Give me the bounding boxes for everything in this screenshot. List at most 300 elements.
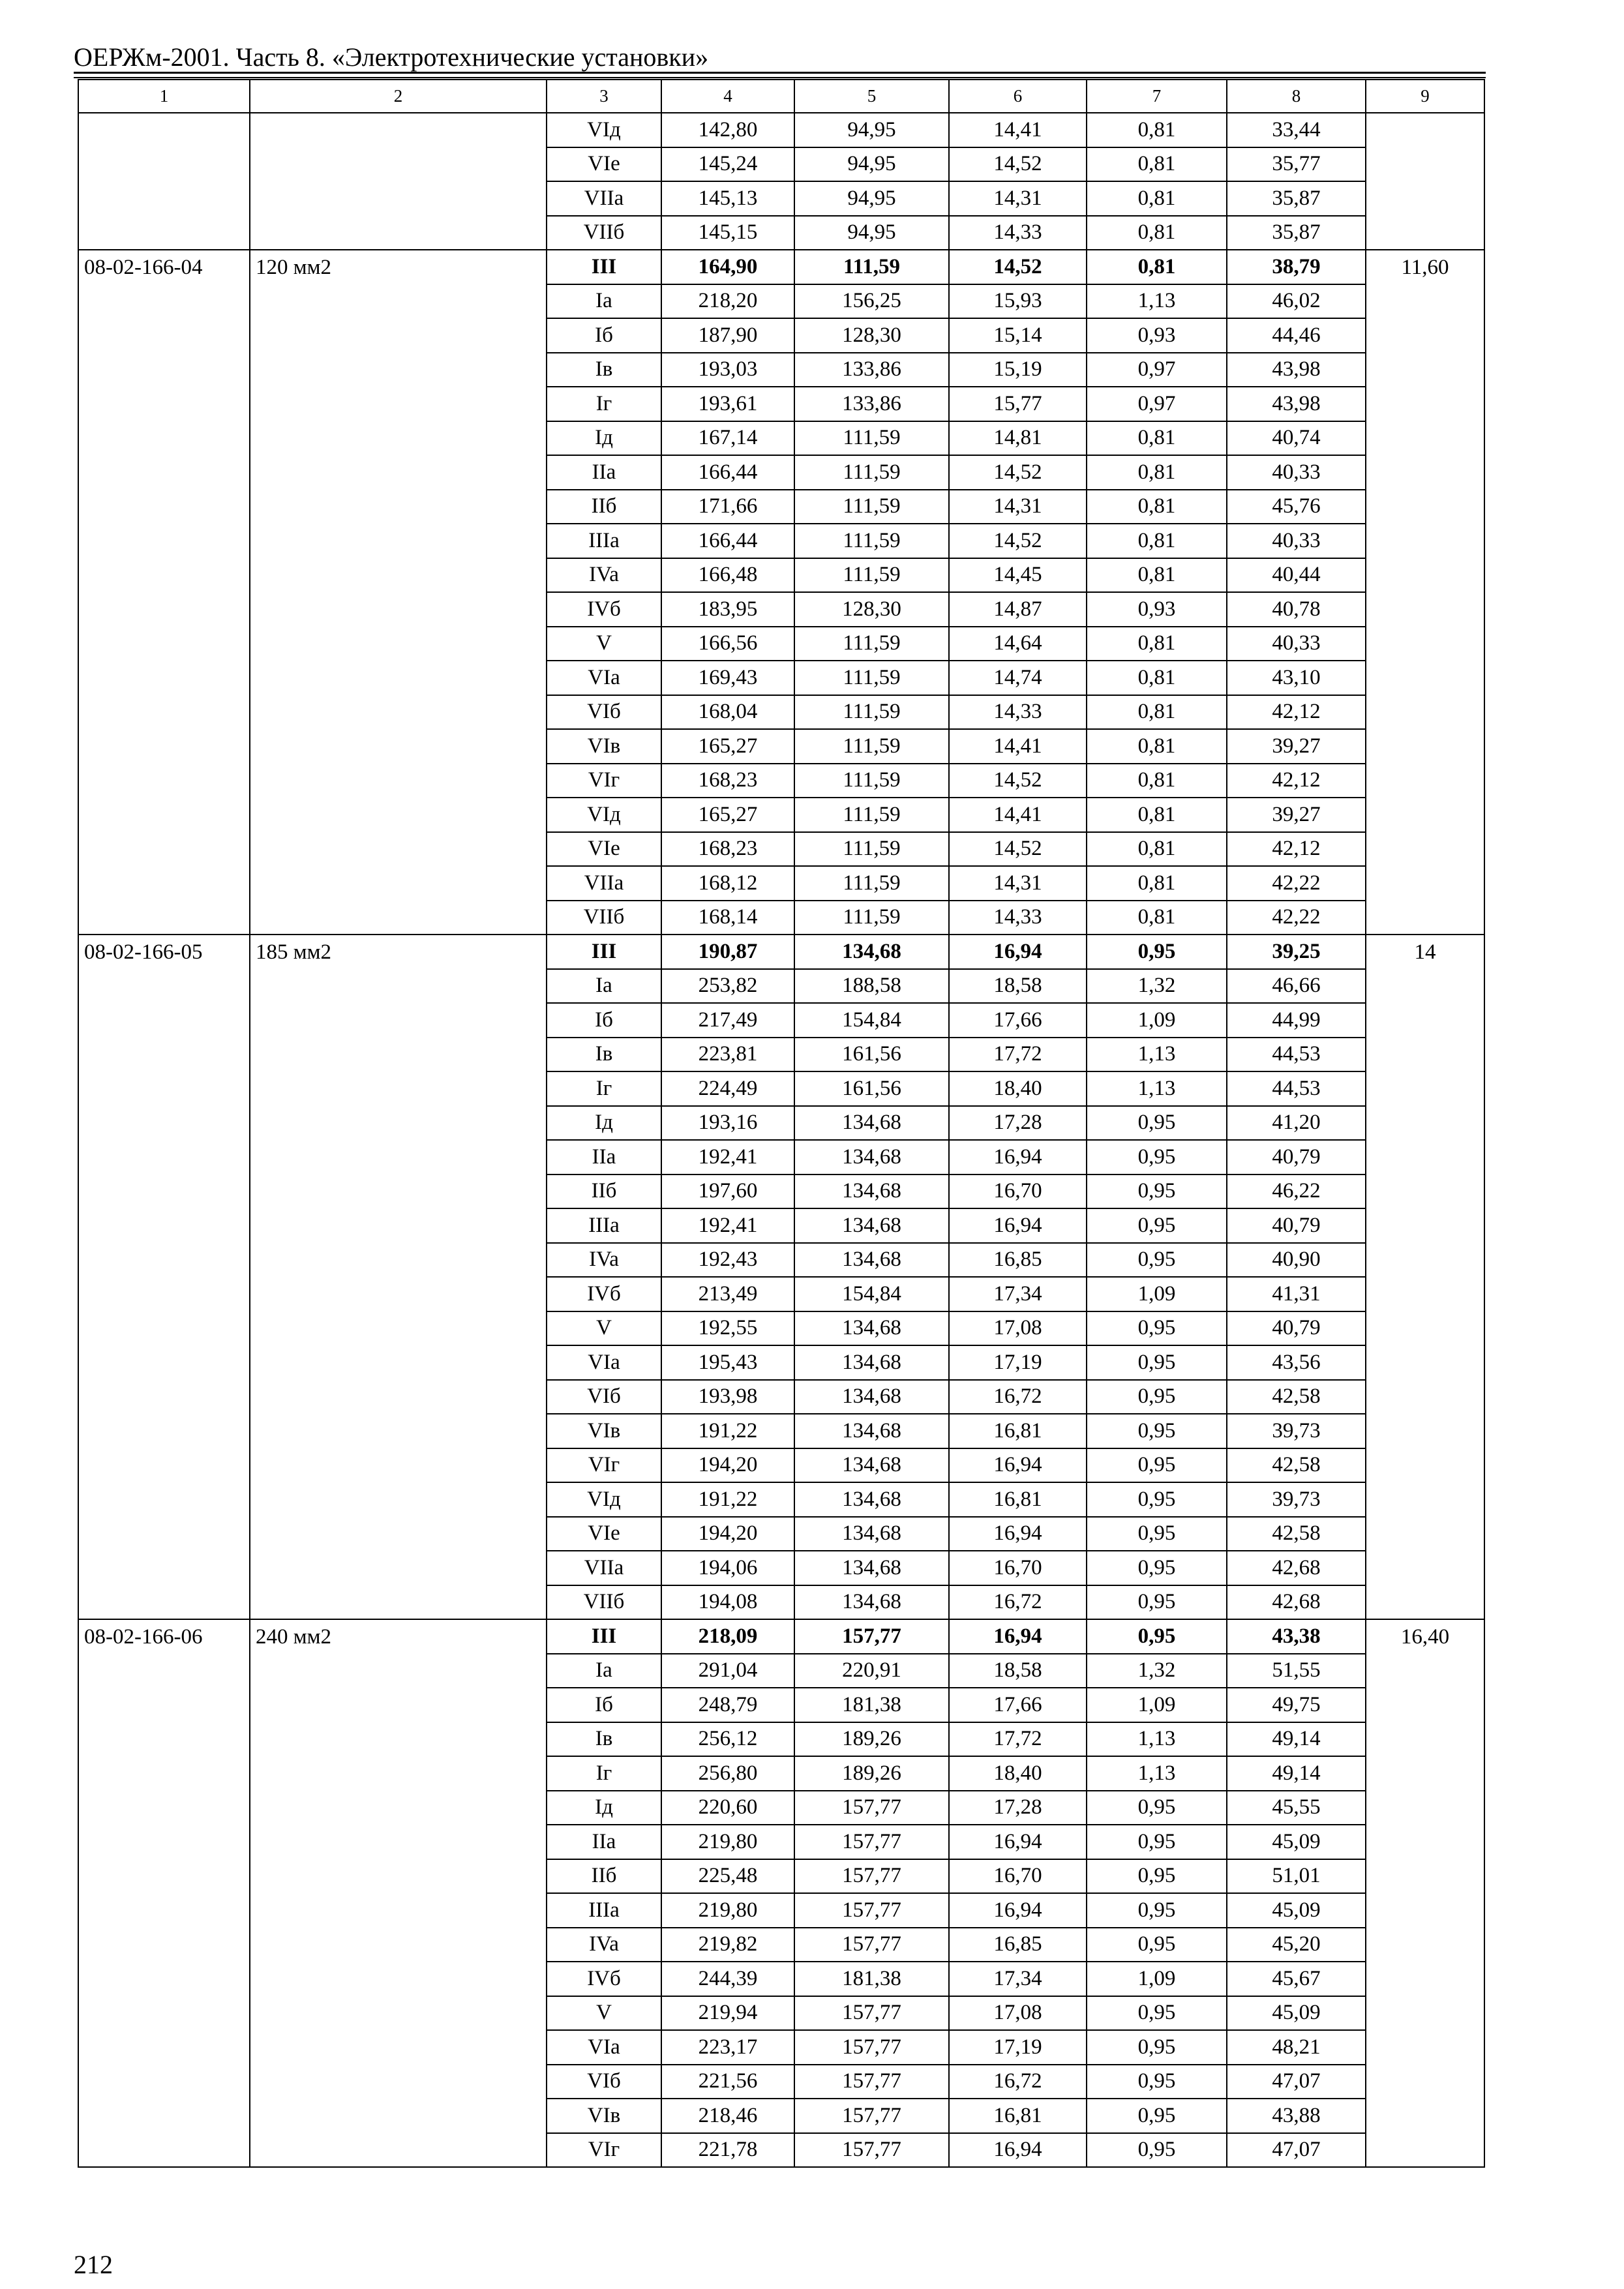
materials-cell: 44,46 <box>1227 318 1366 353</box>
index-cell: VIб <box>547 695 661 730</box>
materials-cell: 40,44 <box>1227 558 1366 593</box>
materials-cell: 39,25 <box>1227 935 1366 969</box>
machine-cost-cell: 17,66 <box>949 1688 1087 1722</box>
materials-cell: 40,33 <box>1227 627 1366 661</box>
materials-cell: 40,79 <box>1227 1311 1366 1346</box>
wages-cell: 111,59 <box>794 832 949 867</box>
driver-wages-cell: 0,95 <box>1087 1517 1227 1551</box>
index-cell: VIIб <box>547 901 661 935</box>
index-cell: VIe <box>547 1517 661 1551</box>
wages-cell: 220,91 <box>794 1654 949 1688</box>
materials-cell: 45,09 <box>1227 1996 1366 2031</box>
machine-cost-cell: 17,34 <box>949 1962 1087 1996</box>
materials-cell: 40,79 <box>1227 1140 1366 1174</box>
materials-cell: 46,66 <box>1227 969 1366 1004</box>
wages-cell: 181,38 <box>794 1688 949 1722</box>
total-cost-cell: 168,23 <box>661 832 794 867</box>
index-cell: VIIб <box>547 1585 661 1620</box>
materials-cell: 35,87 <box>1227 216 1366 250</box>
index-cell: Iг <box>547 1071 661 1106</box>
total-cost-cell: 223,17 <box>661 2030 794 2065</box>
machine-cost-cell: 17,08 <box>949 1996 1087 2031</box>
total-cost-cell: 145,24 <box>661 147 794 182</box>
wages-cell: 134,68 <box>794 1106 949 1141</box>
materials-cell: 45,09 <box>1227 1825 1366 1859</box>
driver-wages-cell: 0,95 <box>1087 1928 1227 1962</box>
wages-cell: 111,59 <box>794 558 949 593</box>
wages-cell: 134,68 <box>794 1585 949 1620</box>
total-cost-cell: 195,43 <box>661 1345 794 1380</box>
index-cell: VIв <box>547 729 661 764</box>
index-cell: IIa <box>547 1140 661 1174</box>
wages-cell: 134,68 <box>794 1448 949 1483</box>
machine-cost-cell: 15,19 <box>949 353 1087 387</box>
total-cost-cell: 193,98 <box>661 1380 794 1414</box>
materials-cell: 42,12 <box>1227 832 1366 867</box>
materials-cell: 45,67 <box>1227 1962 1366 1996</box>
materials-cell: 45,09 <box>1227 1893 1366 1928</box>
wages-cell: 157,77 <box>794 2099 949 2133</box>
rate-code-cell: 08-02-166-05 <box>78 935 250 1619</box>
index-cell: V <box>547 627 661 661</box>
materials-cell: 39,27 <box>1227 798 1366 832</box>
materials-cell: 45,76 <box>1227 490 1366 524</box>
total-cost-cell: 219,82 <box>661 1928 794 1962</box>
wages-cell: 157,77 <box>794 1825 949 1859</box>
materials-cell: 40,78 <box>1227 592 1366 627</box>
driver-wages-cell: 0,97 <box>1087 353 1227 387</box>
rate-code-cell: 08-02-166-04 <box>78 250 250 935</box>
wages-cell: 111,59 <box>794 627 949 661</box>
table-body <box>78 80 1484 2167</box>
total-cost-cell: 217,49 <box>661 1003 794 1038</box>
index-cell: VIIб <box>547 216 661 250</box>
machine-cost-cell: 18,40 <box>949 1071 1087 1106</box>
wages-cell: 134,68 <box>794 1345 949 1380</box>
machine-cost-cell: 17,28 <box>949 1791 1087 1825</box>
wages-cell: 94,95 <box>794 113 949 147</box>
index-cell: III <box>547 250 661 284</box>
total-cost-cell: 166,56 <box>661 627 794 661</box>
machine-cost-cell: 16,81 <box>949 2099 1087 2133</box>
total-cost-cell: 248,79 <box>661 1688 794 1722</box>
total-cost-cell: 213,49 <box>661 1277 794 1311</box>
materials-cell: 47,07 <box>1227 2065 1366 2099</box>
machine-cost-cell: 14,52 <box>949 455 1087 490</box>
wages-cell: 157,77 <box>794 2065 949 2099</box>
wages-cell: 111,59 <box>794 901 949 935</box>
materials-cell: 46,22 <box>1227 1174 1366 1209</box>
index-cell: IVa <box>547 1928 661 1962</box>
machine-cost-cell: 14,87 <box>949 592 1087 627</box>
index-cell: III <box>547 1619 661 1654</box>
driver-wages-cell: 0,95 <box>1087 1208 1227 1243</box>
materials-cell: 51,01 <box>1227 1859 1366 1894</box>
wages-cell: 134,68 <box>794 1482 949 1517</box>
machine-cost-cell: 16,94 <box>949 1140 1087 1174</box>
machine-cost-cell: 18,58 <box>949 969 1087 1004</box>
wages-cell: 111,59 <box>794 764 949 798</box>
materials-cell: 40,33 <box>1227 524 1366 558</box>
driver-wages-cell: 0,81 <box>1087 729 1227 764</box>
total-cost-cell: 168,04 <box>661 695 794 730</box>
machine-cost-cell: 14,33 <box>949 216 1087 250</box>
machine-cost-cell: 17,72 <box>949 1722 1087 1757</box>
wages-cell: 134,68 <box>794 1140 949 1174</box>
machine-cost-cell: 16,85 <box>949 1928 1087 1962</box>
materials-cell: 43,98 <box>1227 353 1366 387</box>
driver-wages-cell: 1,09 <box>1087 1688 1227 1722</box>
wages-cell: 189,26 <box>794 1756 949 1791</box>
index-cell: IIIa <box>547 524 661 558</box>
column-number: 8 <box>1227 80 1366 113</box>
index-cell: VIe <box>547 832 661 867</box>
machine-cost-cell: 17,66 <box>949 1003 1087 1038</box>
total-cost-cell: 194,06 <box>661 1551 794 1585</box>
driver-wages-cell: 0,97 <box>1087 387 1227 421</box>
materials-cell: 42,12 <box>1227 695 1366 730</box>
machine-cost-cell: 14,52 <box>949 524 1087 558</box>
driver-wages-cell: 0,81 <box>1087 421 1227 456</box>
driver-wages-cell: 0,95 <box>1087 935 1227 969</box>
total-cost-cell: 191,22 <box>661 1414 794 1448</box>
driver-wages-cell: 1,13 <box>1087 1722 1227 1757</box>
table-row <box>78 250 1484 284</box>
wages-cell: 111,59 <box>794 455 949 490</box>
wages-cell: 161,56 <box>794 1038 949 1072</box>
index-cell: V <box>547 1996 661 2031</box>
machine-cost-cell: 16,94 <box>949 2133 1087 2168</box>
machine-cost-cell: 16,72 <box>949 1585 1087 1620</box>
index-cell: VIa <box>547 661 661 695</box>
materials-cell: 42,58 <box>1227 1380 1366 1414</box>
driver-wages-cell: 0,81 <box>1087 695 1227 730</box>
wages-cell: 111,59 <box>794 695 949 730</box>
driver-wages-cell: 0,81 <box>1087 798 1227 832</box>
index-cell: Iв <box>547 1722 661 1757</box>
column-number-row <box>78 80 1484 113</box>
driver-wages-cell: 0,81 <box>1087 113 1227 147</box>
wages-cell: 134,68 <box>794 935 949 969</box>
wages-cell: 134,68 <box>794 1311 949 1346</box>
materials-cell: 42,12 <box>1227 764 1366 798</box>
materials-cell: 42,58 <box>1227 1517 1366 1551</box>
column-number: 9 <box>1366 80 1484 113</box>
total-cost-cell: 192,55 <box>661 1311 794 1346</box>
index-cell: Iб <box>547 1688 661 1722</box>
wages-cell: 111,59 <box>794 798 949 832</box>
machine-cost-cell: 15,14 <box>949 318 1087 353</box>
table-row <box>78 113 1484 147</box>
driver-wages-cell: 0,81 <box>1087 832 1227 867</box>
machine-cost-cell: 14,45 <box>949 558 1087 593</box>
total-cost-cell: 168,14 <box>661 901 794 935</box>
total-cost-cell: 219,80 <box>661 1825 794 1859</box>
machine-cost-cell: 16,94 <box>949 1448 1087 1483</box>
table-row <box>78 935 1484 969</box>
wages-cell: 111,59 <box>794 421 949 456</box>
machine-cost-cell: 17,34 <box>949 1277 1087 1311</box>
driver-wages-cell: 0,95 <box>1087 1585 1227 1620</box>
driver-wages-cell: 0,95 <box>1087 1311 1227 1346</box>
materials-cell: 39,27 <box>1227 729 1366 764</box>
index-cell: IVб <box>547 592 661 627</box>
driver-wages-cell: 0,93 <box>1087 592 1227 627</box>
header-rule-thin <box>74 77 1486 78</box>
machine-cost-cell: 15,77 <box>949 387 1087 421</box>
total-cost-cell: 190,87 <box>661 935 794 969</box>
total-cost-cell: 244,39 <box>661 1962 794 1996</box>
wages-cell: 133,86 <box>794 387 949 421</box>
column-number: 7 <box>1087 80 1227 113</box>
driver-wages-cell: 0,95 <box>1087 1106 1227 1141</box>
wages-cell: 133,86 <box>794 353 949 387</box>
driver-wages-cell: 0,93 <box>1087 318 1227 353</box>
machine-cost-cell: 16,94 <box>949 1893 1087 1928</box>
index-cell: IIIa <box>547 1208 661 1243</box>
wages-cell: 157,77 <box>794 1791 949 1825</box>
wages-cell: 161,56 <box>794 1071 949 1106</box>
machine-cost-cell: 14,74 <box>949 661 1087 695</box>
index-cell: VIa <box>547 2030 661 2065</box>
driver-wages-cell: 0,81 <box>1087 627 1227 661</box>
materials-cell: 38,79 <box>1227 250 1366 284</box>
machine-cost-cell: 14,31 <box>949 490 1087 524</box>
total-cost-cell: 165,27 <box>661 729 794 764</box>
driver-wages-cell: 1,13 <box>1087 284 1227 319</box>
driver-wages-cell: 0,81 <box>1087 764 1227 798</box>
machine-cost-cell: 14,33 <box>949 695 1087 730</box>
index-cell: III <box>547 935 661 969</box>
index-cell: Iв <box>547 1038 661 1072</box>
column-number: 4 <box>661 80 794 113</box>
machine-cost-cell: 14,52 <box>949 250 1087 284</box>
labor-cost-cell: 11,60 <box>1366 250 1484 935</box>
wages-cell: 111,59 <box>794 661 949 695</box>
wages-cell: 188,58 <box>794 969 949 1004</box>
materials-cell: 40,33 <box>1227 455 1366 490</box>
index-cell: IVб <box>547 1962 661 1996</box>
total-cost-cell: 291,04 <box>661 1654 794 1688</box>
machine-cost-cell: 16,70 <box>949 1174 1087 1209</box>
driver-wages-cell: 0,95 <box>1087 1619 1227 1654</box>
index-cell: Iв <box>547 353 661 387</box>
index-cell: Ia <box>547 1654 661 1688</box>
column-number: 3 <box>547 80 661 113</box>
table-row <box>78 1619 1484 1654</box>
materials-cell: 35,87 <box>1227 181 1366 216</box>
labor-cost-cell: 16,40 <box>1366 1619 1484 2167</box>
index-cell: VIв <box>547 1414 661 1448</box>
driver-wages-cell: 0,95 <box>1087 2133 1227 2168</box>
driver-wages-cell: 0,95 <box>1087 1996 1227 2031</box>
index-cell: Iг <box>547 1756 661 1791</box>
total-cost-cell: 194,08 <box>661 1585 794 1620</box>
total-cost-cell: 253,82 <box>661 969 794 1004</box>
index-cell: V <box>547 1311 661 1346</box>
materials-cell: 44,53 <box>1227 1071 1366 1106</box>
machine-cost-cell: 14,64 <box>949 627 1087 661</box>
index-cell: IIб <box>547 1174 661 1209</box>
driver-wages-cell: 0,95 <box>1087 1414 1227 1448</box>
materials-cell: 41,31 <box>1227 1277 1366 1311</box>
total-cost-cell: 168,23 <box>661 764 794 798</box>
wages-cell: 111,59 <box>794 250 949 284</box>
materials-cell: 35,77 <box>1227 147 1366 182</box>
machine-cost-cell: 15,93 <box>949 284 1087 319</box>
wages-cell: 156,25 <box>794 284 949 319</box>
wages-cell: 134,68 <box>794 1517 949 1551</box>
wages-cell: 154,84 <box>794 1003 949 1038</box>
driver-wages-cell: 0,95 <box>1087 1859 1227 1894</box>
total-cost-cell: 218,09 <box>661 1619 794 1654</box>
wages-cell: 94,95 <box>794 147 949 182</box>
index-cell: IVa <box>547 558 661 593</box>
machine-cost-cell: 14,81 <box>949 421 1087 456</box>
wages-cell: 134,68 <box>794 1551 949 1585</box>
materials-cell: 42,68 <box>1227 1585 1366 1620</box>
driver-wages-cell: 0,95 <box>1087 1243 1227 1278</box>
machine-cost-cell: 16,70 <box>949 1551 1087 1585</box>
total-cost-cell: 166,44 <box>661 455 794 490</box>
total-cost-cell: 224,49 <box>661 1071 794 1106</box>
materials-cell: 43,38 <box>1227 1619 1366 1654</box>
total-cost-cell: 192,41 <box>661 1140 794 1174</box>
index-cell: VIд <box>547 1482 661 1517</box>
wages-cell: 157,77 <box>794 1619 949 1654</box>
materials-cell: 49,75 <box>1227 1688 1366 1722</box>
driver-wages-cell: 1,13 <box>1087 1756 1227 1791</box>
machine-cost-cell: 14,41 <box>949 798 1087 832</box>
driver-wages-cell: 0,95 <box>1087 2030 1227 2065</box>
index-cell: VIг <box>547 1448 661 1483</box>
index-cell: Ia <box>547 284 661 319</box>
total-cost-cell: 169,43 <box>661 661 794 695</box>
machine-cost-cell: 16,94 <box>949 1517 1087 1551</box>
wages-cell: 94,95 <box>794 216 949 250</box>
wages-cell: 134,68 <box>794 1174 949 1209</box>
materials-cell: 45,20 <box>1227 1928 1366 1962</box>
total-cost-cell: 218,20 <box>661 284 794 319</box>
driver-wages-cell: 0,81 <box>1087 147 1227 182</box>
index-cell: VIв <box>547 2099 661 2133</box>
machine-cost-cell: 18,58 <box>949 1654 1087 1688</box>
wages-cell: 157,77 <box>794 1928 949 1962</box>
total-cost-cell: 219,80 <box>661 1893 794 1928</box>
total-cost-cell: 197,60 <box>661 1174 794 1209</box>
driver-wages-cell: 0,95 <box>1087 2099 1227 2133</box>
total-cost-cell: 166,44 <box>661 524 794 558</box>
index-cell: IIa <box>547 1825 661 1859</box>
driver-wages-cell: 0,81 <box>1087 181 1227 216</box>
header-rule <box>74 72 1486 74</box>
index-cell: VIг <box>547 764 661 798</box>
driver-wages-cell: 0,81 <box>1087 455 1227 490</box>
total-cost-cell: 167,14 <box>661 421 794 456</box>
materials-cell: 42,22 <box>1227 901 1366 935</box>
driver-wages-cell: 1,09 <box>1087 1277 1227 1311</box>
wages-cell: 128,30 <box>794 318 949 353</box>
materials-cell: 49,14 <box>1227 1722 1366 1757</box>
total-cost-cell: 145,13 <box>661 181 794 216</box>
machine-cost-cell: 14,52 <box>949 832 1087 867</box>
column-number: 1 <box>78 80 250 113</box>
machine-cost-cell: 17,08 <box>949 1311 1087 1346</box>
machine-cost-cell: 17,19 <box>949 2030 1087 2065</box>
driver-wages-cell: 0,81 <box>1087 490 1227 524</box>
index-cell: Iб <box>547 318 661 353</box>
total-cost-cell: 220,60 <box>661 1791 794 1825</box>
index-cell: VIд <box>547 798 661 832</box>
wages-cell: 181,38 <box>794 1962 949 1996</box>
materials-cell: 43,56 <box>1227 1345 1366 1380</box>
driver-wages-cell: 0,95 <box>1087 1140 1227 1174</box>
index-cell: VIIa <box>547 1551 661 1585</box>
driver-wages-cell: 1,32 <box>1087 969 1227 1004</box>
wages-cell: 189,26 <box>794 1722 949 1757</box>
wages-cell: 134,68 <box>794 1208 949 1243</box>
materials-cell: 40,74 <box>1227 421 1366 456</box>
total-cost-cell: 194,20 <box>661 1517 794 1551</box>
index-cell: IVa <box>547 1243 661 1278</box>
machine-cost-cell: 16,81 <box>949 1482 1087 1517</box>
index-cell: VIб <box>547 2065 661 2099</box>
materials-cell: 33,44 <box>1227 113 1366 147</box>
machine-cost-cell: 17,72 <box>949 1038 1087 1072</box>
total-cost-cell: 256,80 <box>661 1756 794 1791</box>
rates-table <box>78 79 1485 2168</box>
wages-cell: 157,77 <box>794 1996 949 2031</box>
wages-cell: 134,68 <box>794 1414 949 1448</box>
driver-wages-cell: 0,95 <box>1087 1482 1227 1517</box>
index-cell: Iд <box>547 1106 661 1141</box>
machine-cost-cell: 16,94 <box>949 935 1087 969</box>
wages-cell: 157,77 <box>794 2030 949 2065</box>
driver-wages-cell: 0,81 <box>1087 216 1227 250</box>
driver-wages-cell: 0,95 <box>1087 1551 1227 1585</box>
wages-cell: 111,59 <box>794 490 949 524</box>
wages-cell: 111,59 <box>794 524 949 558</box>
total-cost-cell: 194,20 <box>661 1448 794 1483</box>
total-cost-cell: 221,56 <box>661 2065 794 2099</box>
materials-cell: 42,58 <box>1227 1448 1366 1483</box>
machine-cost-cell: 16,72 <box>949 1380 1087 1414</box>
machine-cost-cell: 16,85 <box>949 1243 1087 1278</box>
driver-wages-cell: 0,81 <box>1087 524 1227 558</box>
materials-cell: 49,14 <box>1227 1756 1366 1791</box>
driver-wages-cell: 0,95 <box>1087 1893 1227 1928</box>
machine-cost-cell: 16,94 <box>949 1825 1087 1859</box>
total-cost-cell: 187,90 <box>661 318 794 353</box>
cable-section-cell: 120 мм2 <box>250 250 547 935</box>
index-cell: IVб <box>547 1277 661 1311</box>
page-number: 212 <box>74 2250 113 2279</box>
driver-wages-cell: 0,81 <box>1087 901 1227 935</box>
total-cost-cell: 168,12 <box>661 866 794 901</box>
index-cell: VIa <box>547 1345 661 1380</box>
machine-cost-cell: 14,31 <box>949 866 1087 901</box>
driver-wages-cell: 0,95 <box>1087 1174 1227 1209</box>
wages-cell: 111,59 <box>794 729 949 764</box>
machine-cost-cell: 14,52 <box>949 764 1087 798</box>
total-cost-cell: 193,03 <box>661 353 794 387</box>
materials-cell: 43,98 <box>1227 387 1366 421</box>
machine-cost-cell: 14,41 <box>949 729 1087 764</box>
total-cost-cell: 193,16 <box>661 1106 794 1141</box>
total-cost-cell: 165,27 <box>661 798 794 832</box>
index-cell: VIг <box>547 2133 661 2168</box>
rate-code-cell <box>78 113 250 250</box>
